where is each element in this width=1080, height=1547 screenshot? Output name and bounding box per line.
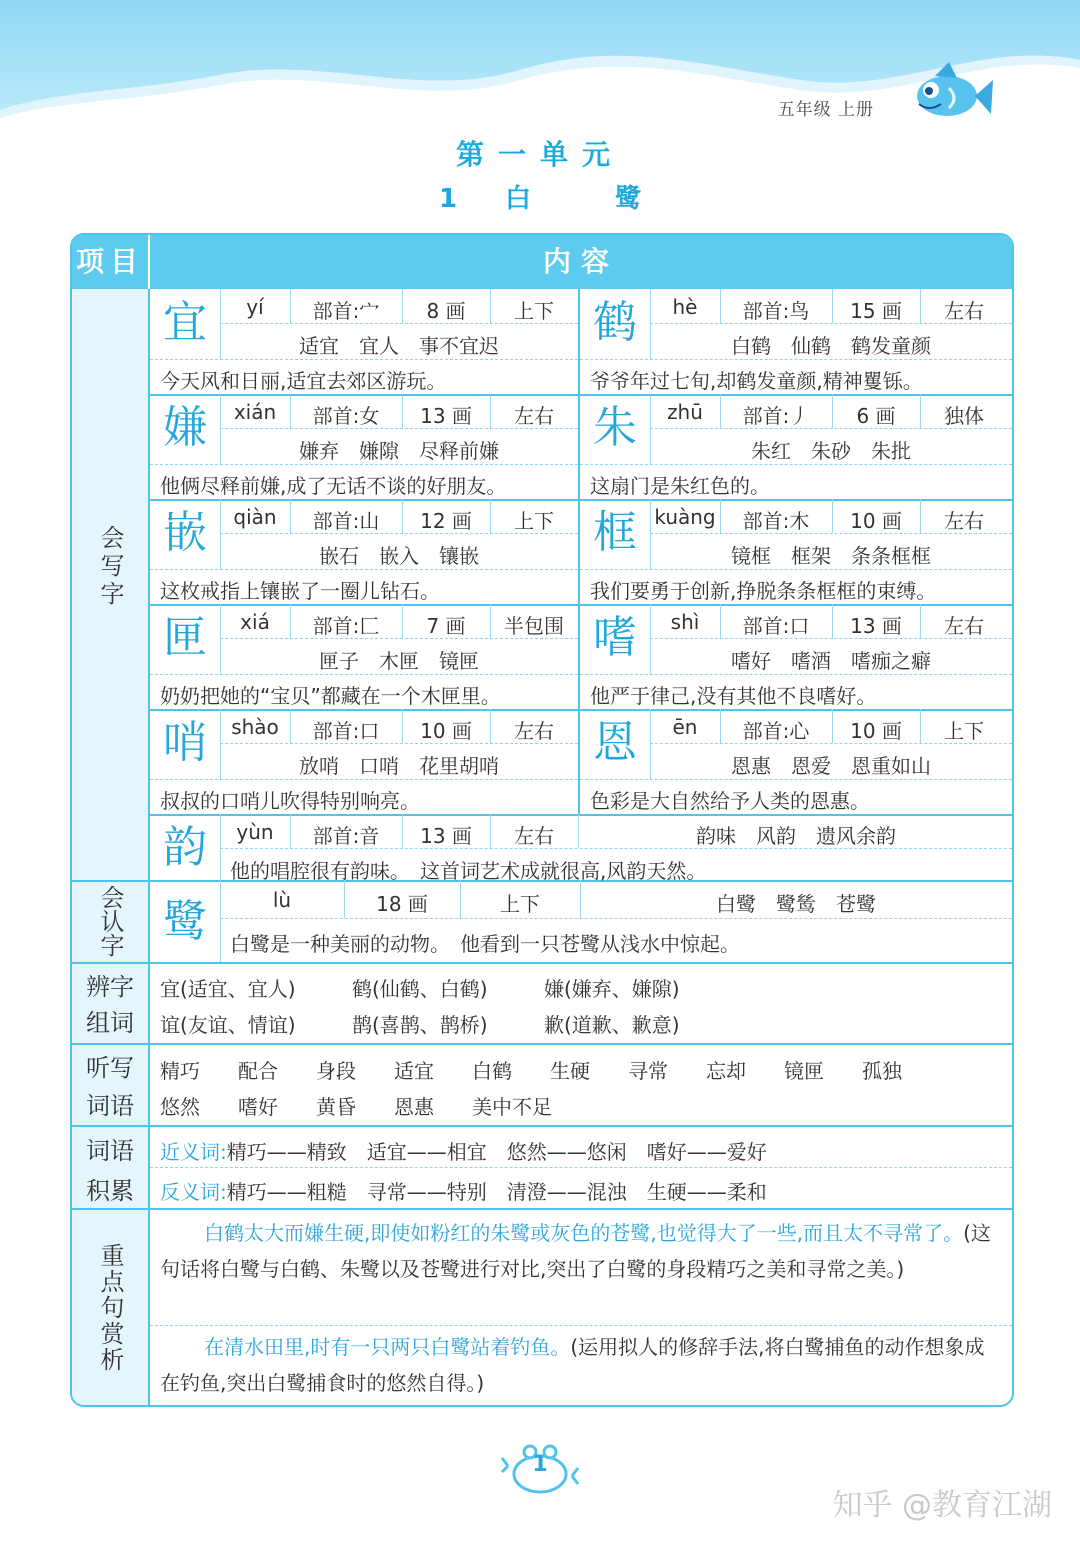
dictation-word: 生硬 <box>550 1059 590 1083</box>
dictation-word: 恩惠 <box>394 1095 434 1119</box>
character-glyph: 匣 <box>163 612 207 663</box>
row-separator <box>580 569 1012 570</box>
lesson-title-char-1: 白 <box>505 184 532 214</box>
char-example-sentence: 这扇门是朱红色的。 <box>590 474 770 498</box>
char-words: 白鹭 鹭鸶 苍鹭 <box>716 892 876 916</box>
character-glyph: 朱 <box>593 402 637 453</box>
row-separator <box>150 569 578 570</box>
section-label-sentences-text: 重点句赏析 <box>96 1243 124 1373</box>
char-words: 匣子 木匣 镜匣 <box>319 649 479 673</box>
char-radical: 部首:丿 <box>742 404 810 428</box>
char-strokes: 13 画 <box>850 614 902 638</box>
char-words: 韵味 风韵 遗风余韵 <box>696 824 896 848</box>
distinguish-cell: 歉(道歉、歉意) <box>544 1013 680 1037</box>
section-label-dictation <box>72 1049 148 1125</box>
section-label-distinguish-text: 辨字组词 <box>86 973 134 1037</box>
char-radical: 部首:鸟 <box>742 299 810 323</box>
char-words: 镜框 框架 条条框框 <box>731 544 931 568</box>
character-glyph: 鹤 <box>593 297 637 348</box>
row-separator <box>150 709 1012 711</box>
char-radical: 部首:口 <box>312 719 380 743</box>
dictation-word: 嗜好 <box>238 1095 278 1119</box>
char-words: 嗜好 嗜酒 嗜痂之癖 <box>731 649 931 673</box>
char-strokes: 15 画 <box>850 299 902 323</box>
dictation-word: 适宜 <box>394 1059 434 1083</box>
char-strokes: 7 画 <box>426 614 466 638</box>
character-glyph: 宜 <box>163 297 207 348</box>
char-strokes: 6 画 <box>856 404 896 428</box>
char-structure: 左右 <box>944 509 984 533</box>
char-example-sentence: 这枚戒指上镶嵌了一圈儿钻石。 <box>160 579 440 603</box>
char-structure: 上下 <box>514 299 554 323</box>
char-example-sentence: 色彩是大自然给予人类的恩惠。 <box>590 789 870 813</box>
distinguish-cell: 鹤(仙鹤、白鹤) <box>352 977 488 1001</box>
dictation-word: 寻常 <box>628 1059 668 1083</box>
row-separator <box>150 1325 1012 1326</box>
char-radical: 部首:口 <box>742 614 810 638</box>
section-label-distinguish <box>72 969 148 1041</box>
section-label-write <box>72 525 148 609</box>
row-separator <box>150 814 1012 816</box>
row-separator <box>580 674 1012 675</box>
character-glyph: 韵 <box>163 822 207 873</box>
char-radical: 部首:音 <box>312 824 380 848</box>
character-glyph: 哨 <box>163 717 207 768</box>
grade-label: 五年级 上册 <box>777 100 874 120</box>
row-separator <box>150 1167 1012 1168</box>
char-pinyin: shì <box>670 610 700 634</box>
char-radical: 部首:心 <box>742 719 810 743</box>
lesson-title <box>0 178 1080 215</box>
row-separator <box>150 394 1012 396</box>
sentence-analysis-1 <box>160 1215 1002 1287</box>
section-label-vocab <box>72 1131 148 1211</box>
char-radical: 部首:山 <box>312 509 380 533</box>
character-glyph: 框 <box>593 507 637 558</box>
char-example-sentence: 叔叔的口哨儿吹得特别响亮。 <box>160 789 420 813</box>
section-label-sentences <box>72 1243 148 1373</box>
row-separator <box>580 779 1012 780</box>
char-example-sentence: 我们要勇于创新,挣脱条条框框的束缚。 <box>590 579 937 603</box>
dictation-word: 悠然 <box>160 1095 200 1119</box>
char-pinyin: xián <box>233 400 277 424</box>
row-separator <box>150 359 578 360</box>
sentence-note: (运用拟人的修辞手法,将白鹭捕鱼的动作想象成在钓鱼,突出白鹭捕食时的悠然自得。) <box>160 1335 985 1395</box>
char-radical: 部首:女 <box>312 404 380 428</box>
section-label-write-text: 会写字 <box>96 525 124 609</box>
char-strokes: 13 画 <box>420 404 472 428</box>
char-strokes: 10 画 <box>420 719 472 743</box>
char-pinyin: yùn <box>236 820 274 844</box>
separator <box>72 1125 1012 1127</box>
section-label-recognize-text: 会认字 <box>96 885 124 957</box>
character-glyph: 嗜 <box>593 612 637 663</box>
section-label-vocab-text: 词语积累 <box>86 1137 134 1205</box>
character-glyph: 嫌 <box>163 402 207 453</box>
row-separator <box>580 464 1012 465</box>
page-number: 1 <box>532 1452 548 1477</box>
study-table <box>70 233 1014 1407</box>
distinguish-cell: 嫌(嫌弃、嫌隙) <box>544 977 680 1001</box>
char-structure: 上下 <box>944 719 984 743</box>
char-strokes: 12 画 <box>420 509 472 533</box>
watermark: 知乎 @教育江湖 <box>832 1488 1052 1523</box>
sentence-quote: 白鹤太大而嫌生硬,即使如粉红的朱鹭或灰色的苍鹭,也觉得大了一些,而且太不寻常了。 <box>204 1221 964 1245</box>
unit-title: 第一单元 <box>455 138 624 171</box>
lesson-number: 1 <box>438 184 458 214</box>
char-words: 朱红 朱砂 朱批 <box>751 439 911 463</box>
char-strokes: 10 画 <box>850 509 902 533</box>
cell-divider <box>578 814 579 848</box>
row-separator <box>150 674 578 675</box>
row-separator <box>150 779 578 780</box>
dictation-word: 黄昏 <box>316 1095 356 1119</box>
char-structure: 左右 <box>514 404 554 428</box>
dictation-word: 孤独 <box>862 1059 902 1083</box>
character-glyph: 嵌 <box>163 507 207 558</box>
char-structure: 左右 <box>514 719 554 743</box>
char-strokes: 18 画 <box>376 892 428 916</box>
separator <box>72 1043 1012 1045</box>
synonyms-items: 精巧——精致 适宜——相宜 悠然——悠闲 嗜好——爱好 <box>226 1140 767 1164</box>
char-pinyin: shào <box>231 715 279 739</box>
dictation-word: 精巧 <box>160 1059 200 1083</box>
distinguish-cell: 宜(适宜、宜人) <box>160 977 296 1001</box>
sentence-note: (这句话将白鹭与白鹤、朱鹭以及苍鹭进行对比,突出了白鹭的身段精巧之美和寻常之美。) <box>160 1221 991 1281</box>
char-strokes: 10 画 <box>850 719 902 743</box>
synonyms-label: 近义词: <box>160 1140 227 1164</box>
char-example-sentence: 他俩尽释前嫌,成了无话不谈的好朋友。 <box>160 474 507 498</box>
char-words: 放哨 口哨 花里胡哨 <box>299 754 499 778</box>
dictation-word: 身段 <box>316 1059 356 1083</box>
char-example-sentence: 他的唱腔很有韵味。 这首词艺术成就很高,风韵天然。 <box>230 859 707 883</box>
char-radical: 部首:匚 <box>312 614 380 638</box>
header-content: 内容 <box>542 245 619 278</box>
synonyms-row <box>160 1136 767 1165</box>
char-example-sentence: 白鹭是一种美丽的动物。 他看到一只苍鹭从浅水中惊起。 <box>230 932 740 956</box>
char-structure: 上下 <box>500 892 540 916</box>
distinguish-cell: 谊(友谊、情谊) <box>160 1013 296 1037</box>
character-glyph: 恩 <box>593 717 637 768</box>
char-example-sentence: 爷爷年过七旬,却鹤发童颜,精神矍铄。 <box>590 369 923 393</box>
row-separator <box>150 604 1012 606</box>
antonyms-items: 精巧——粗糙 寻常——特别 清澄——混浊 生硬——柔和 <box>226 1180 767 1204</box>
char-structure: 左右 <box>944 299 984 323</box>
lesson-title-char-2: 鹭 <box>615 184 642 214</box>
antonyms-label: 反义词: <box>160 1180 227 1204</box>
char-pinyin: xiá <box>240 610 270 634</box>
row-separator <box>150 499 1012 501</box>
char-example-sentence: 他严于律己,没有其他不良嗜好。 <box>590 684 877 708</box>
dictation-word: 美中不足 <box>472 1095 552 1119</box>
char-radical: 部首:木 <box>742 509 810 533</box>
section-label-recognize <box>72 885 148 957</box>
char-pinyin: zhū <box>667 400 703 424</box>
header-item: 项目 <box>75 245 144 278</box>
separator <box>72 962 1012 964</box>
char-words: 嫌弃 嫌隙 尽释前嫌 <box>299 439 499 463</box>
separator <box>72 1208 1012 1210</box>
char-example-sentence: 今天风和日丽,适宜去郊区游玩。 <box>160 369 447 393</box>
char-structure: 独体 <box>944 404 984 428</box>
distinguish-cell: 鹊(喜鹊、鹊桥) <box>352 1013 488 1037</box>
dictation-word: 忘却 <box>706 1059 746 1083</box>
char-pinyin: hè <box>672 295 698 319</box>
dictation-word: 配合 <box>238 1059 278 1083</box>
char-words: 适宜 宜人 事不宜迟 <box>299 334 499 358</box>
char-pinyin: lù <box>272 888 292 912</box>
char-structure: 上下 <box>514 509 554 533</box>
char-structure: 左右 <box>514 824 554 848</box>
char-pinyin: kuàng <box>654 505 716 529</box>
row-separator <box>220 918 1012 919</box>
char-strokes: 8 画 <box>426 299 466 323</box>
antonyms-row <box>160 1176 767 1205</box>
character-glyph: 鹭 <box>163 896 207 947</box>
char-pinyin: yí <box>246 295 264 319</box>
char-radical: 部首:宀 <box>312 299 380 323</box>
row-separator <box>150 464 578 465</box>
section-label-dictation-text: 听写词语 <box>86 1054 134 1120</box>
char-words: 嵌石 嵌入 镶嵌 <box>319 544 479 568</box>
label-column <box>72 289 150 1405</box>
char-pinyin: qiàn <box>233 505 277 529</box>
char-pinyin: ēn <box>672 715 698 739</box>
fish-mascot-icon <box>905 58 995 128</box>
char-structure: 左右 <box>944 614 984 638</box>
char-example-sentence: 奶奶把她的“宝贝”都藏在一个木匣里。 <box>160 684 501 708</box>
char-structure: 半包围 <box>504 614 564 638</box>
sentence-analysis-2 <box>160 1329 1002 1401</box>
char-words: 恩惠 恩爱 恩重如山 <box>731 754 931 778</box>
char-words: 白鹤 仙鹤 鹤发童颜 <box>731 334 931 358</box>
row-separator <box>580 359 1012 360</box>
char-strokes: 13 画 <box>420 824 472 848</box>
dictation-word: 白鹤 <box>472 1059 512 1083</box>
sentence-quote: 在清水田里,时有一只两只白鹭站着钓鱼。 <box>204 1335 571 1359</box>
dictation-word: 镜匣 <box>784 1059 824 1083</box>
